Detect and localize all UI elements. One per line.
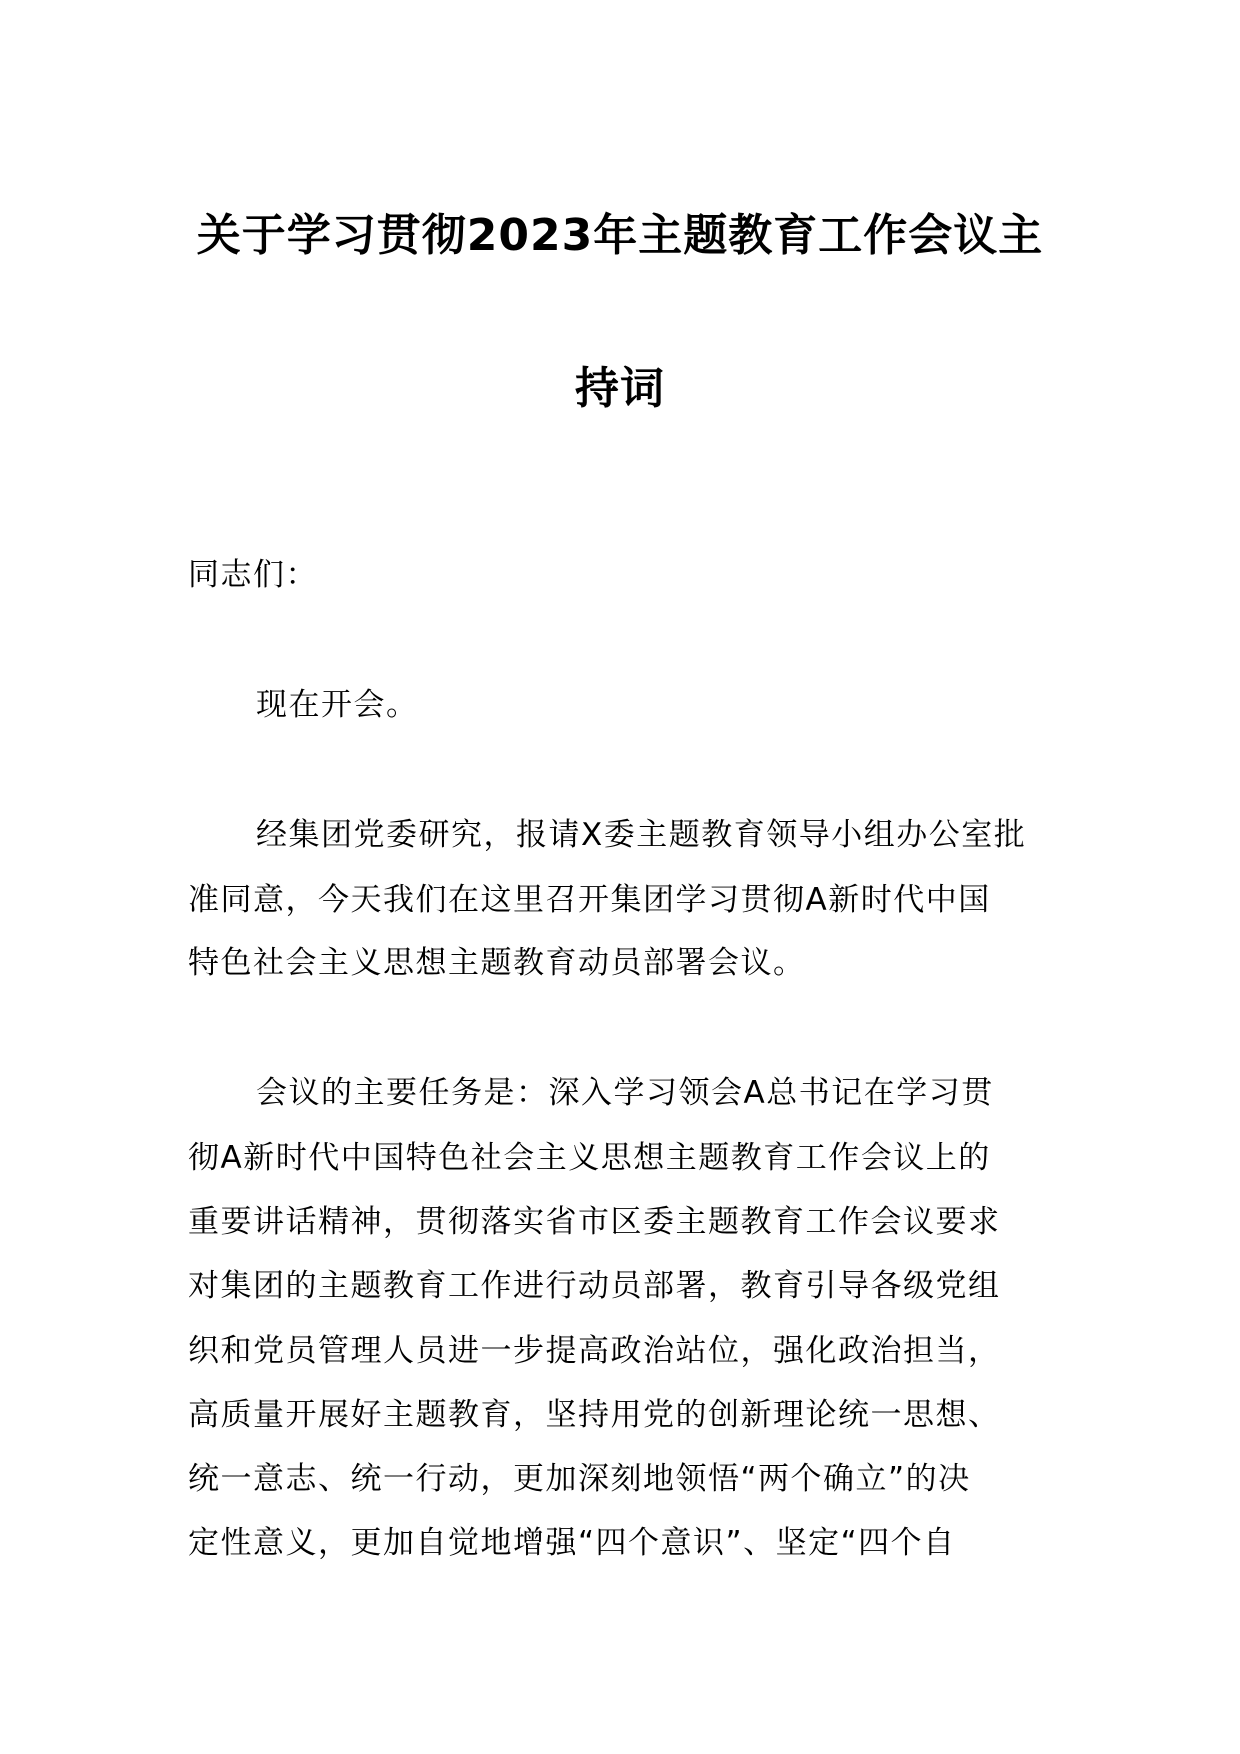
document-title-line-2: 持词 [575,363,665,414]
paragraph-2-line-2: 准同意，今天我们在这里召开集团学习贯彻A新时代中国 [188,882,991,918]
paragraph-3-line-3: 重要讲话精神，贯彻落实省市区委主题教育工作会议要求 [188,1204,1001,1240]
document-title-line-1: 关于学习贯彻2023年主题教育工作会议主 [196,210,1044,261]
paragraph-3-line-5: 织和党员管理人员进一步提高政治站位，强化政治担当， [188,1333,1001,1369]
paragraph-3-line-8: 定性意义，更加自觉地增强“四个意识”、坚定“四个自 [188,1525,956,1561]
paragraph-1-line-1: 现在开会。 [256,687,419,723]
paragraph-2-line-3: 特色社会主义思想主题教育动员部署会议。 [188,945,806,981]
salutation: 同志们： [188,557,318,593]
paragraph-3-line-1: 会议的主要任务是：深入学习领会A总书记在学习贯 [256,1075,994,1111]
paragraph-2-line-1: 经集团党委研究，报请X委主题教育领导小组办公室批 [256,817,1027,853]
paragraph-3-line-2: 彻A新时代中国特色社会主义思想主题教育工作会议上的 [188,1140,991,1176]
paragraph-3-line-4: 对集团的主题教育工作进行动员部署，教育引导各级党组 [188,1268,1001,1304]
paragraph-3-line-7: 统一意志、统一行动，更加深刻地领悟“两个确立”的决 [188,1461,971,1497]
paragraph-3-line-6: 高质量开展好主题教育，坚持用党的创新理论统一思想、 [188,1397,1001,1433]
